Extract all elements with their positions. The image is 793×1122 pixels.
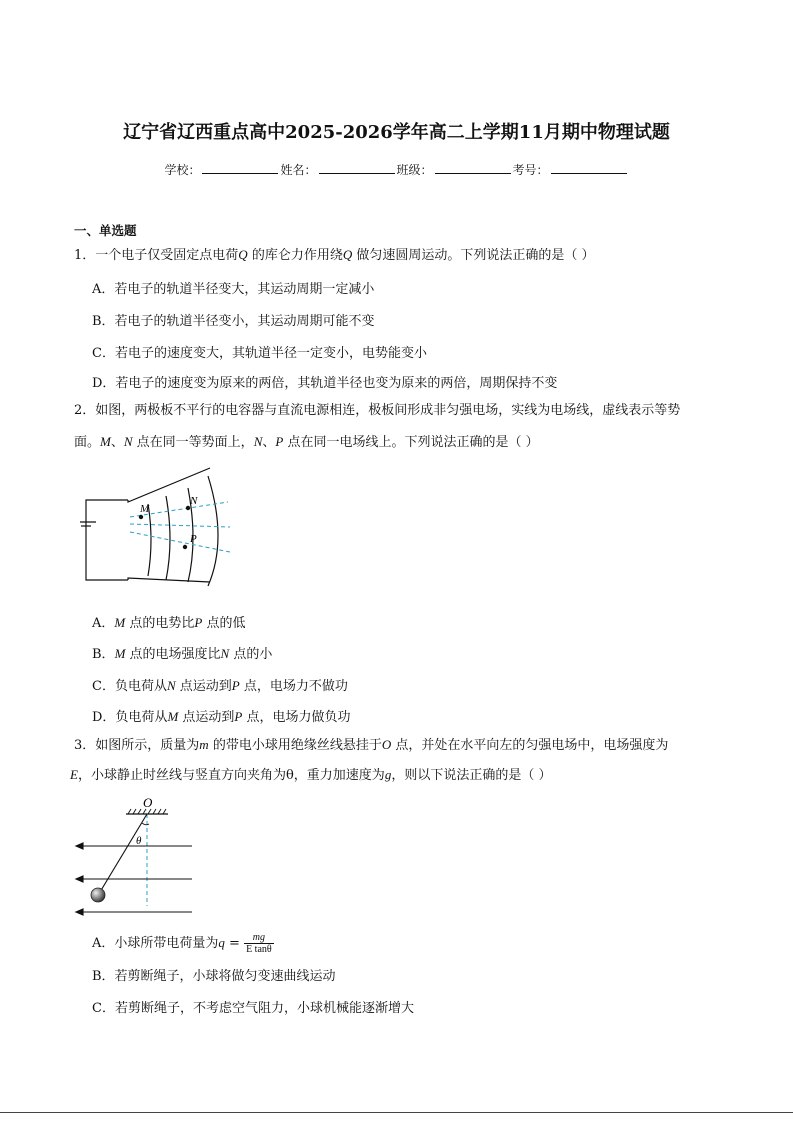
var-q: Q <box>342 247 353 262</box>
option-text: B． <box>92 647 115 662</box>
var-e: E <box>70 767 78 782</box>
var: M <box>114 646 126 661</box>
question-number: 2． <box>74 403 96 418</box>
var-o: O <box>381 737 392 752</box>
q3-option-c[interactable]: C．若剪断绳子，不考虑空气阻力，小球机械能逐渐增大 <box>92 1001 414 1016</box>
field-line-2 <box>166 496 170 580</box>
q3-option-a[interactable] <box>92 932 274 955</box>
question-number: 1． <box>74 248 96 263</box>
question-3-line1 <box>74 731 668 760</box>
angle-arc <box>142 823 149 825</box>
pendulum-field-figure <box>70 796 200 921</box>
var-n: N <box>253 434 263 449</box>
var: N <box>166 678 176 693</box>
option-text: 点的低 <box>202 616 246 631</box>
equipotential-line-3 <box>130 532 230 552</box>
school-blank[interactable] <box>202 161 278 174</box>
q2-option-d[interactable] <box>92 706 351 725</box>
option-text: 点的电势比 <box>125 616 195 631</box>
name-blank[interactable] <box>319 161 395 174</box>
q1-option-b[interactable]: B．若电子的轨道半径变小，其运动周期可能不变 <box>92 314 375 329</box>
point-p <box>183 545 187 549</box>
option-text: A． <box>92 616 115 631</box>
fraction-numerator: mg <box>244 932 274 944</box>
field-line-4 <box>208 476 218 586</box>
equals-sign: = <box>224 936 245 951</box>
fraction-denominator: E tanθ <box>246 944 272 955</box>
stem-text: 、 <box>110 435 124 450</box>
q1-option-d[interactable]: D．若电子的速度变为原来的两倍，其轨道半径也变为原来的两倍，周期保持不变 <box>92 376 558 391</box>
var: P <box>194 615 203 630</box>
label-theta: θ <box>136 835 142 847</box>
option-text: C．负电荷从 <box>92 679 167 694</box>
option-text: 点运动到 <box>178 710 235 725</box>
page-bottom-rule <box>0 1112 793 1113</box>
id-label: 考号： <box>512 163 549 177</box>
capacitor-field-figure <box>80 462 240 587</box>
label-o: O <box>143 796 153 810</box>
var-m: m <box>199 737 209 752</box>
option-text: 点的小 <box>229 647 273 662</box>
var-n: N <box>123 434 133 449</box>
stem-text: 点在同一电场线上。下列说法正确的是（ ） <box>283 435 539 450</box>
q3-option-b[interactable]: B．若剪断绳子，小球将做匀变速曲线运动 <box>92 969 336 984</box>
question-3-line2 <box>70 761 551 790</box>
page-title: 辽宁省辽西重点高中2025-2026学年高二上学期11月期中物理试题 <box>123 122 670 143</box>
var-theta: θ <box>285 768 294 783</box>
option-text: 点，电场力做负功 <box>242 710 351 725</box>
field-lines <box>76 843 192 915</box>
q2-option-c[interactable] <box>92 675 348 694</box>
id-blank[interactable] <box>551 161 627 174</box>
stem-text: 点在同一等势面上， <box>132 435 254 450</box>
section-title: 一、单选题 <box>74 223 137 238</box>
stem-text: ，则以下说法正确的是（ ） <box>391 768 552 783</box>
var-m: M <box>100 434 111 449</box>
school-label: 学校： <box>164 163 201 177</box>
stem-text: 面。 <box>74 435 101 450</box>
stem-text: 的库仑力作用绕 <box>247 248 343 263</box>
stem-text: 一个电子仅受固定点电荷 <box>95 248 239 263</box>
var-q: q <box>218 935 225 950</box>
option-text: D．负电荷从 <box>92 710 168 725</box>
thread <box>100 814 147 892</box>
student-info-line <box>0 161 793 178</box>
var: P <box>234 709 243 724</box>
fraction <box>244 932 274 955</box>
option-text: A．小球所带电荷量为 <box>92 936 219 951</box>
question-2-line2 <box>74 428 539 457</box>
point-m <box>139 515 143 519</box>
var: M <box>167 709 179 724</box>
stem-text: 如图，两极板不平行的电容器与直流电源相连，极板间形成非匀强电场，实线为电场线，虚线表示等势 <box>95 403 681 418</box>
label-p: P <box>190 533 197 545</box>
var-p: P <box>275 434 284 449</box>
class-blank[interactable] <box>435 161 511 174</box>
name-label: 姓名： <box>280 163 317 177</box>
question-2-line1 <box>74 397 680 425</box>
stem-text: ，小球静止时丝线与竖直方向夹角为 <box>77 768 286 783</box>
option-text: 点，电场力不做功 <box>239 679 348 694</box>
q2-option-b[interactable] <box>92 643 272 662</box>
var: N <box>220 646 230 661</box>
option-text: 点的电场强度比 <box>125 647 221 662</box>
stem-text: 点，并处在水平向左的匀强电场中，电场强度为 <box>391 738 669 753</box>
q1-option-c[interactable]: C．若电子的速度变大，其轨道半径一定变小，电势能变小 <box>92 346 427 361</box>
question-number: 3． <box>74 738 96 753</box>
label-m: M <box>140 503 150 515</box>
var-g: g <box>384 767 392 782</box>
stem-text: ，重力加速度为 <box>293 768 385 783</box>
question-1-stem <box>74 241 594 270</box>
q2-option-a[interactable] <box>92 612 245 631</box>
var-q: Q <box>238 247 248 262</box>
var: M <box>114 615 126 630</box>
class-label: 班级： <box>396 163 433 177</box>
option-text: 点运动到 <box>175 679 232 694</box>
label-n: N <box>190 495 198 507</box>
equipotential-line-2 <box>130 524 230 527</box>
stem-text: 、 <box>262 435 276 450</box>
stem-text: 如图所示，质量为 <box>95 738 200 753</box>
stem-text: 做匀速圆周运动。下列说法正确的是（ ） <box>352 248 595 263</box>
stem-text: 的带电小球用绝缘丝线悬挂于 <box>208 738 382 753</box>
circuit-wire <box>86 500 128 580</box>
charged-ball <box>91 888 105 902</box>
var: P <box>231 678 240 693</box>
q1-option-a[interactable]: A．若电子的轨道半径变大，其运动周期一定减小 <box>92 282 375 297</box>
